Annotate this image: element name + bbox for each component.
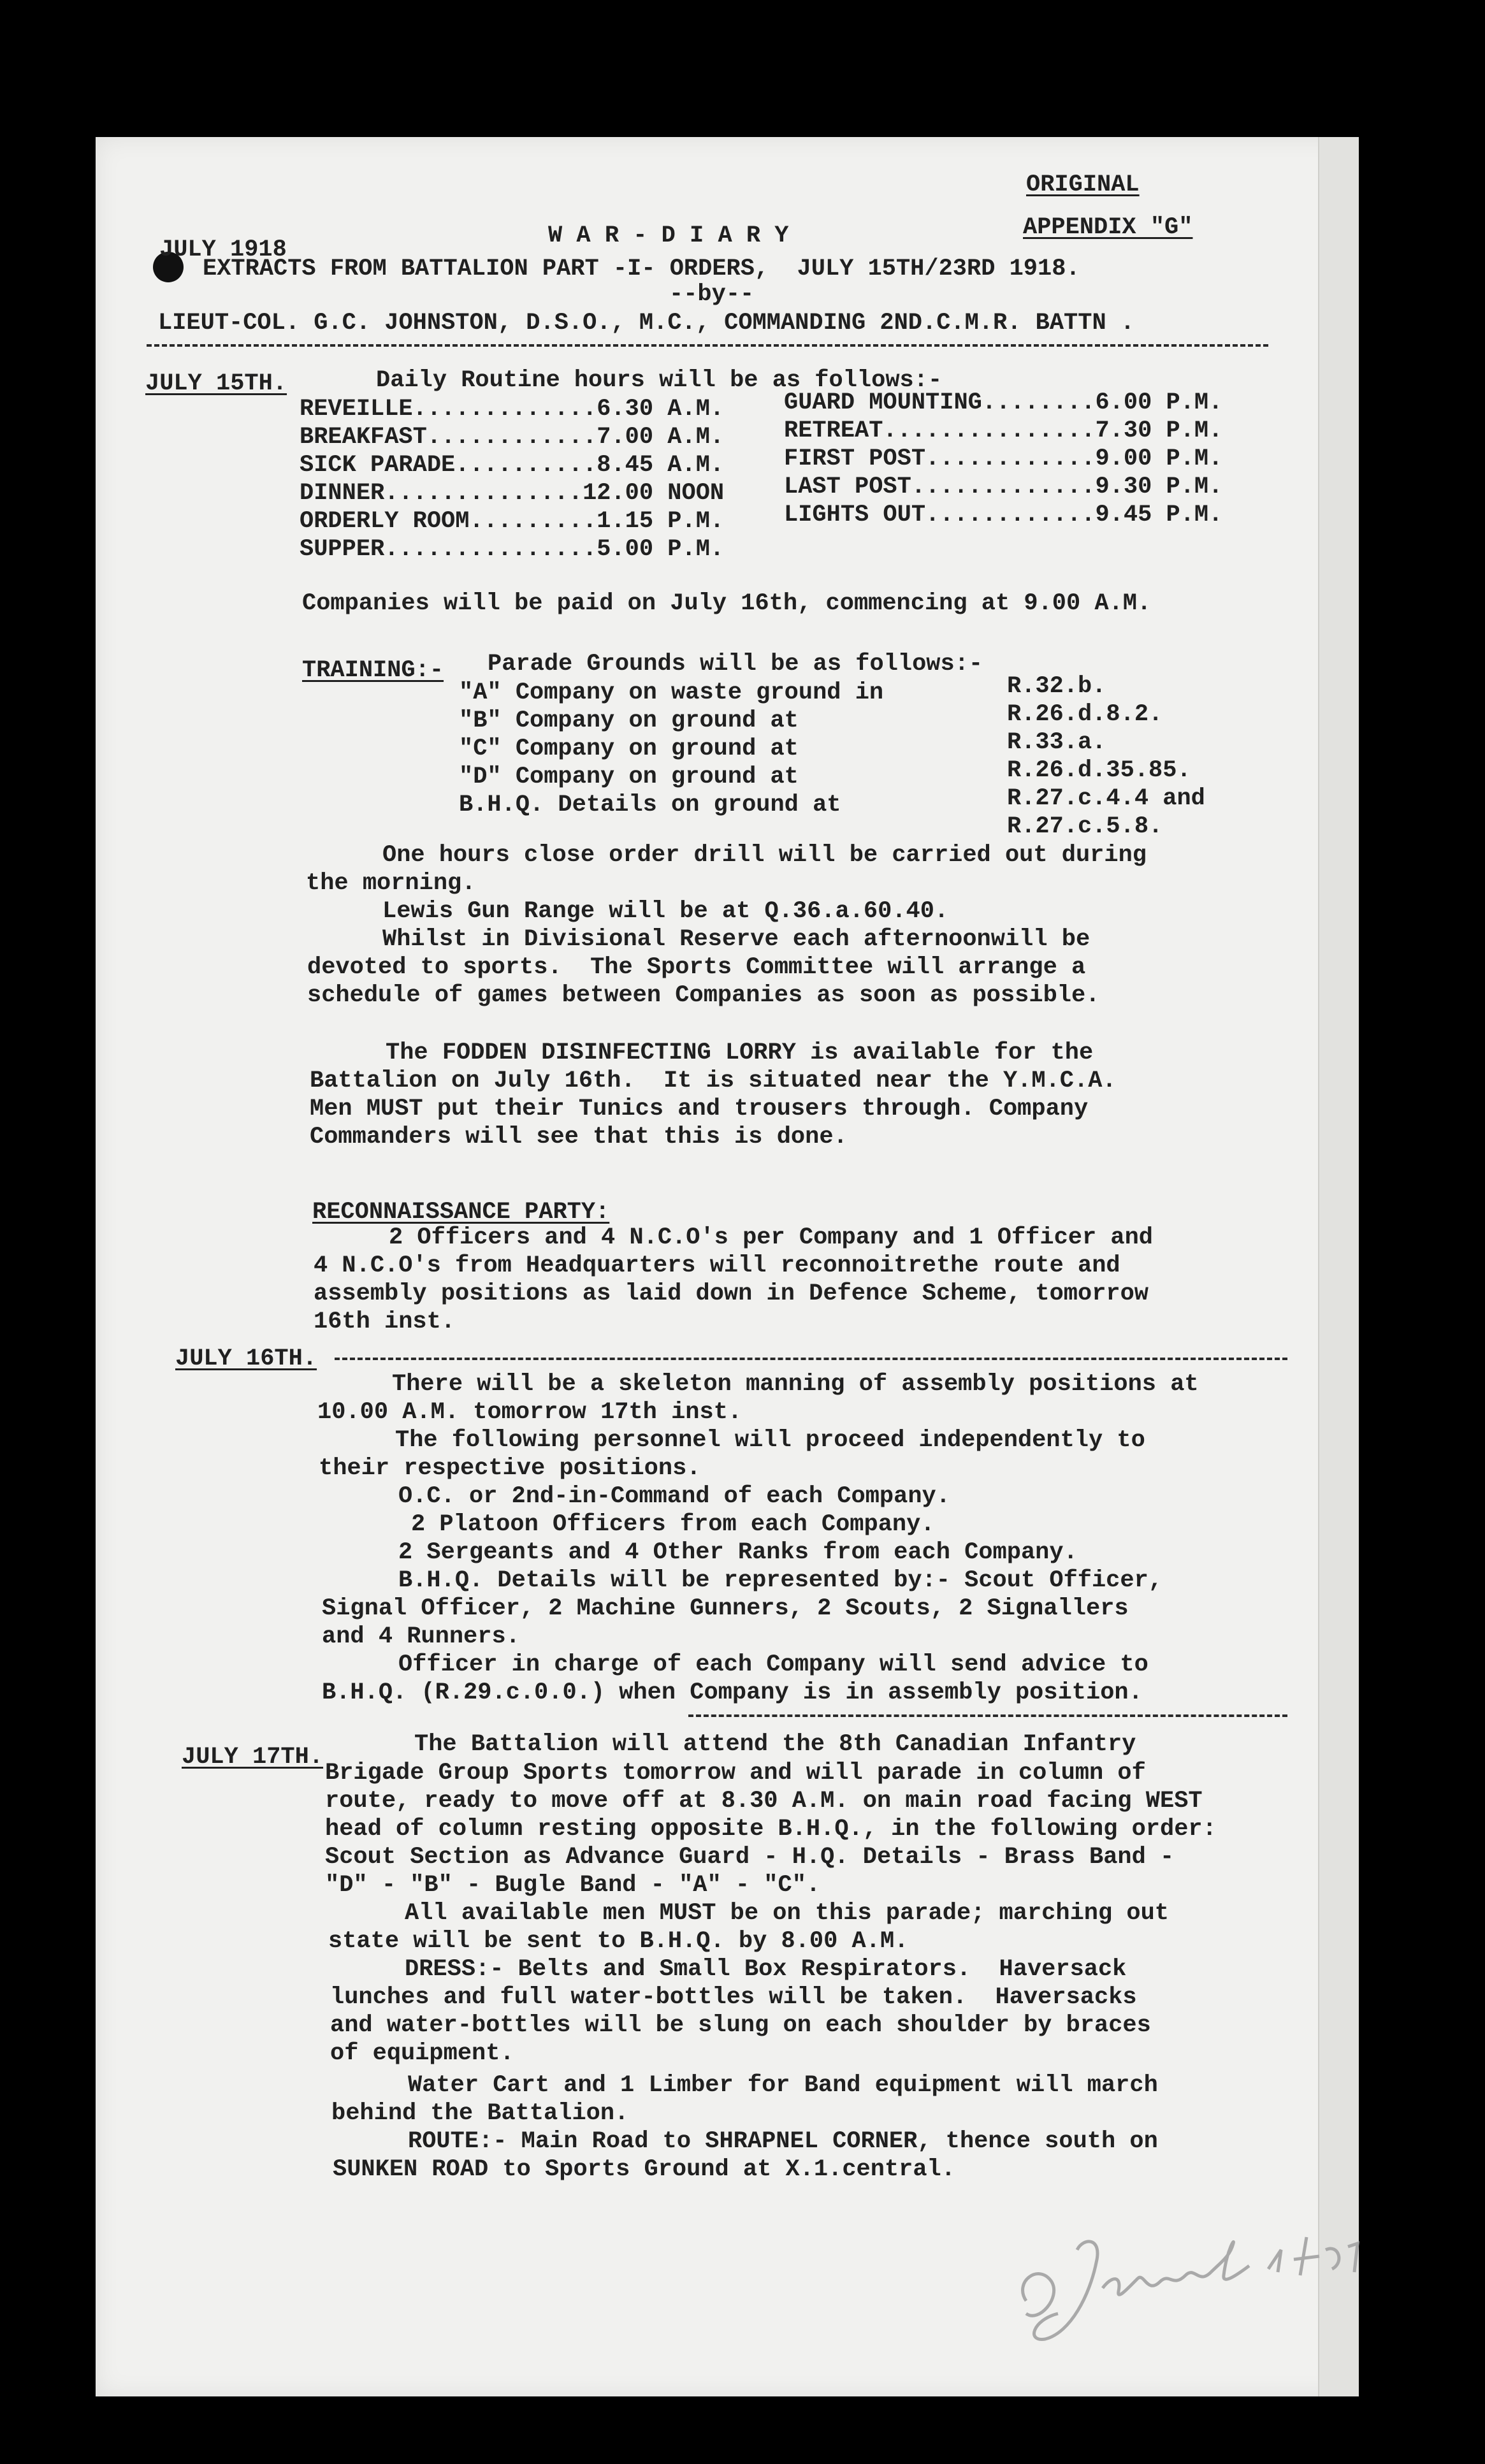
ground-item: "B" Company on ground at [459,707,799,734]
july-17-line: and water-bottles will be slung on each shoulder by braces [330,2012,1151,2039]
july-16-line: There will be a skeleton manning of assembly positions at [392,1371,1199,1398]
recon-line: 16th inst. [314,1308,456,1335]
training-intro: Parade Grounds will be as follows:- [488,651,983,678]
routine-item: ORDERLY ROOM.........1.15 P.M. [300,508,725,535]
appendix-label: APPENDIX "G" [1023,214,1193,241]
header-divider [147,344,1268,347]
drill-line: devoted to sports. The Sports Committee will arrange a [307,954,1086,981]
july-16-line: and 4 Runners. [322,1623,520,1650]
july-16-line: Officer in charge of each Company will send advice to [398,1651,1148,1678]
page-edge [1318,137,1359,2396]
july-17-line: of equipment. [330,2040,514,2067]
by-line: --by-- [669,281,755,308]
july-17-line: lunches and full water-bottles will be taken. Haversacks [330,1984,1137,2011]
routine-item: BREAKFAST............7.00 A.M. [300,424,725,451]
grid-ref: R.27.c.4.4 and [1007,785,1205,812]
recon-line: assembly positions as laid down in Defence Scheme, tomorrow [314,1280,1149,1307]
grid-ref: R.27.c.5.8. [1007,813,1163,840]
july-17-line: All available men MUST be on this parade; marching out [405,1900,1169,1927]
date-label: JULY 1918 [159,236,287,263]
drill-line: Whilst in Divisional Reserve each afternoonwill be [382,926,1090,953]
july-17-line: The Battalion will attend the 8th Canadian Infantry [414,1731,1136,1758]
date-july-16: JULY 16TH. [175,1345,317,1372]
date-july-17: JULY 17TH. [182,1744,324,1771]
routine-item: SUPPER...............5.00 P.M. [300,536,725,563]
drill-line: Lewis Gun Range will be at Q.36.a.60.40. [382,898,949,925]
july-17-line: SUNKEN ROAD to Sports Ground at X.1.central. [333,2156,955,2183]
routine-intro: Daily Routine hours will be as follows:- [376,367,943,394]
routine-item: GUARD MOUNTING........6.00 P.M. [784,389,1223,416]
ground-item: "A" Company on waste ground in [459,679,884,706]
routine-item: DINNER..............12.00 NOON [300,480,725,507]
july-16-line: B.H.Q. (R.29.c.0.0.) when Company is in assembly position. [322,1679,1143,1706]
routine-item: RETREAT...............7.30 P.M. [784,417,1223,444]
grid-ref: R.26.d.35.85. [1007,757,1191,784]
pay-notice: Companies will be paid on July 16th, commencing at 9.00 A.M. [302,590,1152,617]
routine-item: SICK PARADE..........8.45 A.M. [300,452,725,479]
lorry-line: Commanders will see that this is done. [310,1124,848,1150]
grid-ref: R.32.b. [1007,673,1106,700]
routine-item: LIGHTS OUT............9.45 P.M. [784,502,1223,528]
handwritten-signature [1001,2212,1383,2352]
routine-item: FIRST POST............9.00 P.M. [784,446,1223,472]
recon-line: 2 Officers and 4 N.C.O's per Company and 1 Officer and [389,1224,1153,1251]
drill-line: schedule of games between Companies as soon as possible. [307,982,1100,1009]
july-16-line: O.C. or 2nd-in-Command of each Company. [398,1483,950,1510]
commanding-officer: LIEUT-COL. G.C. JOHNSTON, D.S.O., M.C., COMMANDING 2ND.C.M.R. BATTN . [158,310,1135,337]
july-16-line: B.H.Q. Details will be represented by:- Scout Officer, [398,1567,1163,1594]
july-16-line: 2 Sergeants and 4 Other Ranks from each Company. [398,1539,1078,1566]
date-july-15: JULY 15TH. [145,370,287,397]
routine-item: LAST POST.............9.30 P.M. [784,474,1223,500]
drill-line: One hours close order drill will be carried out during [382,842,1147,869]
july-17-line: DRESS:- Belts and Small Box Respirators. Haversack [405,1956,1127,1983]
training-heading: TRAINING:- [302,657,444,684]
original-stamp: ORIGINAL [1026,171,1140,198]
ground-item: "C" Company on ground at [459,736,799,762]
ground-item: B.H.Q. Details on ground at [459,792,841,818]
grid-ref: R.26.d.8.2. [1007,701,1163,728]
lorry-line: Men MUST put their Tunics and trousers through. Company [310,1096,1089,1122]
routine-item: REVEILLE.............6.30 A.M. [300,396,725,423]
july-17-line: behind the Battalion. [331,2100,629,2127]
july-17-line: Water Cart and 1 Limber for Band equipment will march [408,2072,1158,2099]
july-16-line: 2 Platoon Officers from each Company. [411,1511,935,1538]
war-diary-title: W A R - D I A R Y [548,222,789,249]
ground-item: "D" Company on ground at [459,764,799,790]
reconnaissance-heading: RECONNAISSANCE PARTY: [312,1199,610,1226]
july-16-divider [335,1358,1287,1360]
lorry-line: Battalion on July 16th. It is situated near the Y.M.C.A. [310,1068,1117,1094]
extracts-title: EXTRACTS FROM BATTALION PART -I- ORDERS, JULY 15TH/23RD 1918. [203,256,1080,282]
july-16-line: 10.00 A.M. tomorrow 17th inst. [317,1399,742,1426]
july-17-line: Scout Section as Advance Guard - H.Q. Details - Brass Band - [325,1844,1175,1871]
grid-ref: R.33.a. [1007,729,1106,756]
july-16-line: The following personnel will proceed independently to [395,1427,1145,1454]
drill-line: the morning. [306,870,476,897]
july-17-line: state will be sent to B.H.Q. by 8.00 A.M. [328,1928,909,1955]
lorry-line: The FODDEN DISINFECTING LORRY is available for the [386,1040,1094,1066]
july-17-line: head of column resting opposite B.H.Q., in the following order: [325,1816,1217,1843]
july-17-line: ROUTE:- Main Road to SHRAPNEL CORNER, thence south on [408,2128,1158,2155]
july-16-line: Signal Officer, 2 Machine Gunners, 2 Scouts, 2 Signallers [322,1595,1129,1622]
july-17-line: Brigade Group Sports tomorrow and will parade in column of [325,1760,1146,1786]
july-17-line: "D" - "B" - Bugle Band - "A" - "C". [325,1872,821,1899]
july-17-divider [688,1714,1287,1717]
july-16-line: their respective positions. [319,1455,701,1482]
recon-line: 4 N.C.O's from Headquarters will reconnoitrethe route and [314,1252,1120,1279]
july-17-line: route, ready to move off at 8.30 A.M. on main road facing WEST [325,1788,1203,1815]
